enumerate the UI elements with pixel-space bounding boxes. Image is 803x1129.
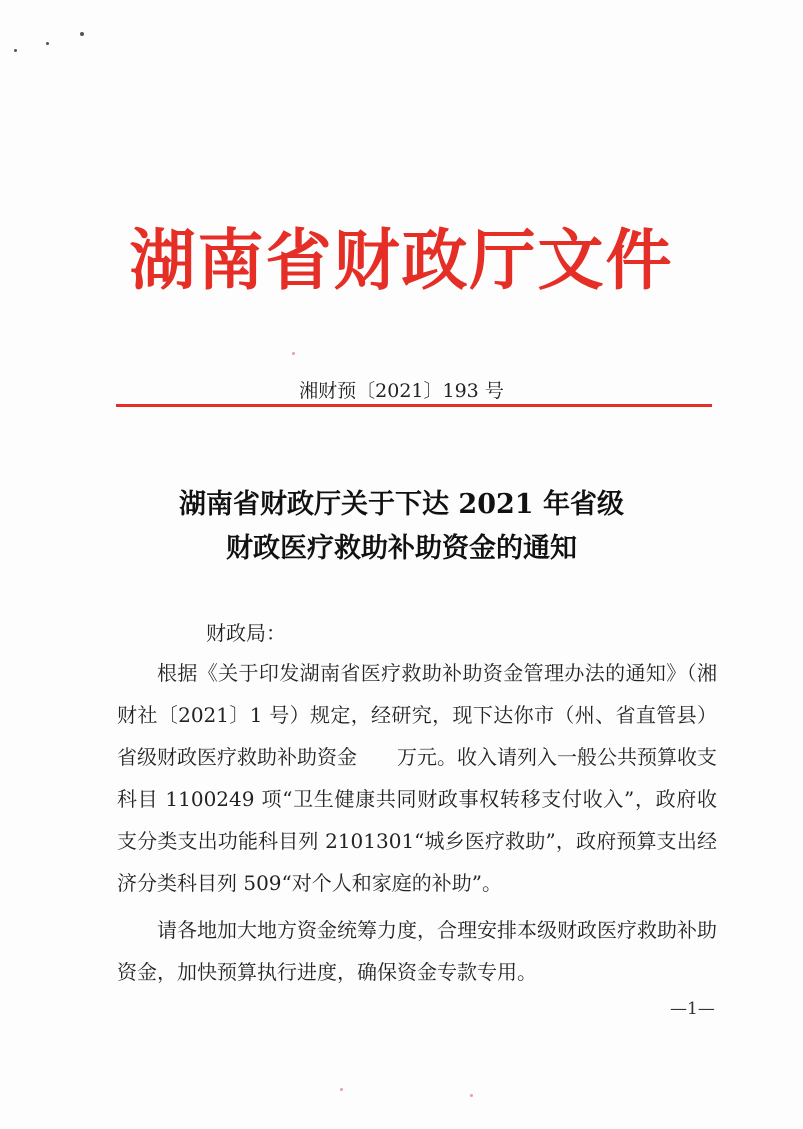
notice-title-line-1: 湖南省财政厅关于下达 2021 年省级 (179, 489, 624, 520)
scan-speck (340, 1088, 343, 1091)
agency-header-title: 湖南省财政厅文件 (129, 222, 674, 299)
addressee: 财政局： (206, 621, 286, 645)
page-number: —1— (670, 999, 715, 1019)
red-divider-line (116, 404, 712, 407)
body-text (117, 652, 717, 993)
scan-speck (470, 1094, 473, 1097)
scan-speck (292, 352, 295, 355)
scan-speck (46, 42, 49, 45)
notice-title-line-2: 财政医疗救助补助资金的通知 (226, 533, 577, 564)
body-paragraph-2: 请各地加大地方资金统筹力度，合理安排本级财政医疗救助补助资金，加快预算执行进度，确保资金专款专用。 (117, 918, 717, 984)
document-number: 湘财预〔2021〕193 号 (299, 380, 504, 402)
scan-speck (14, 49, 17, 52)
scan-speck (80, 32, 84, 36)
body-paragraph-1: 根据《关于印发湖南省医疗救助补助资金管理办法的通知》（湘财社〔2021〕1 号）规定，经研究，现下达你市（州、省直管县）省级财政医疗救助补助资金 万元。收入请列入一般公共预算收支科目 1100249 项“卫生健康共同财政事权转移支付收入”，政府收支分类支出功能科目列 2101301“城乡医疗救助”，政府预算支出经济分类科目列 509“对个人和家庭的补助”。 (117, 661, 717, 895)
notice-title (0, 483, 803, 571)
